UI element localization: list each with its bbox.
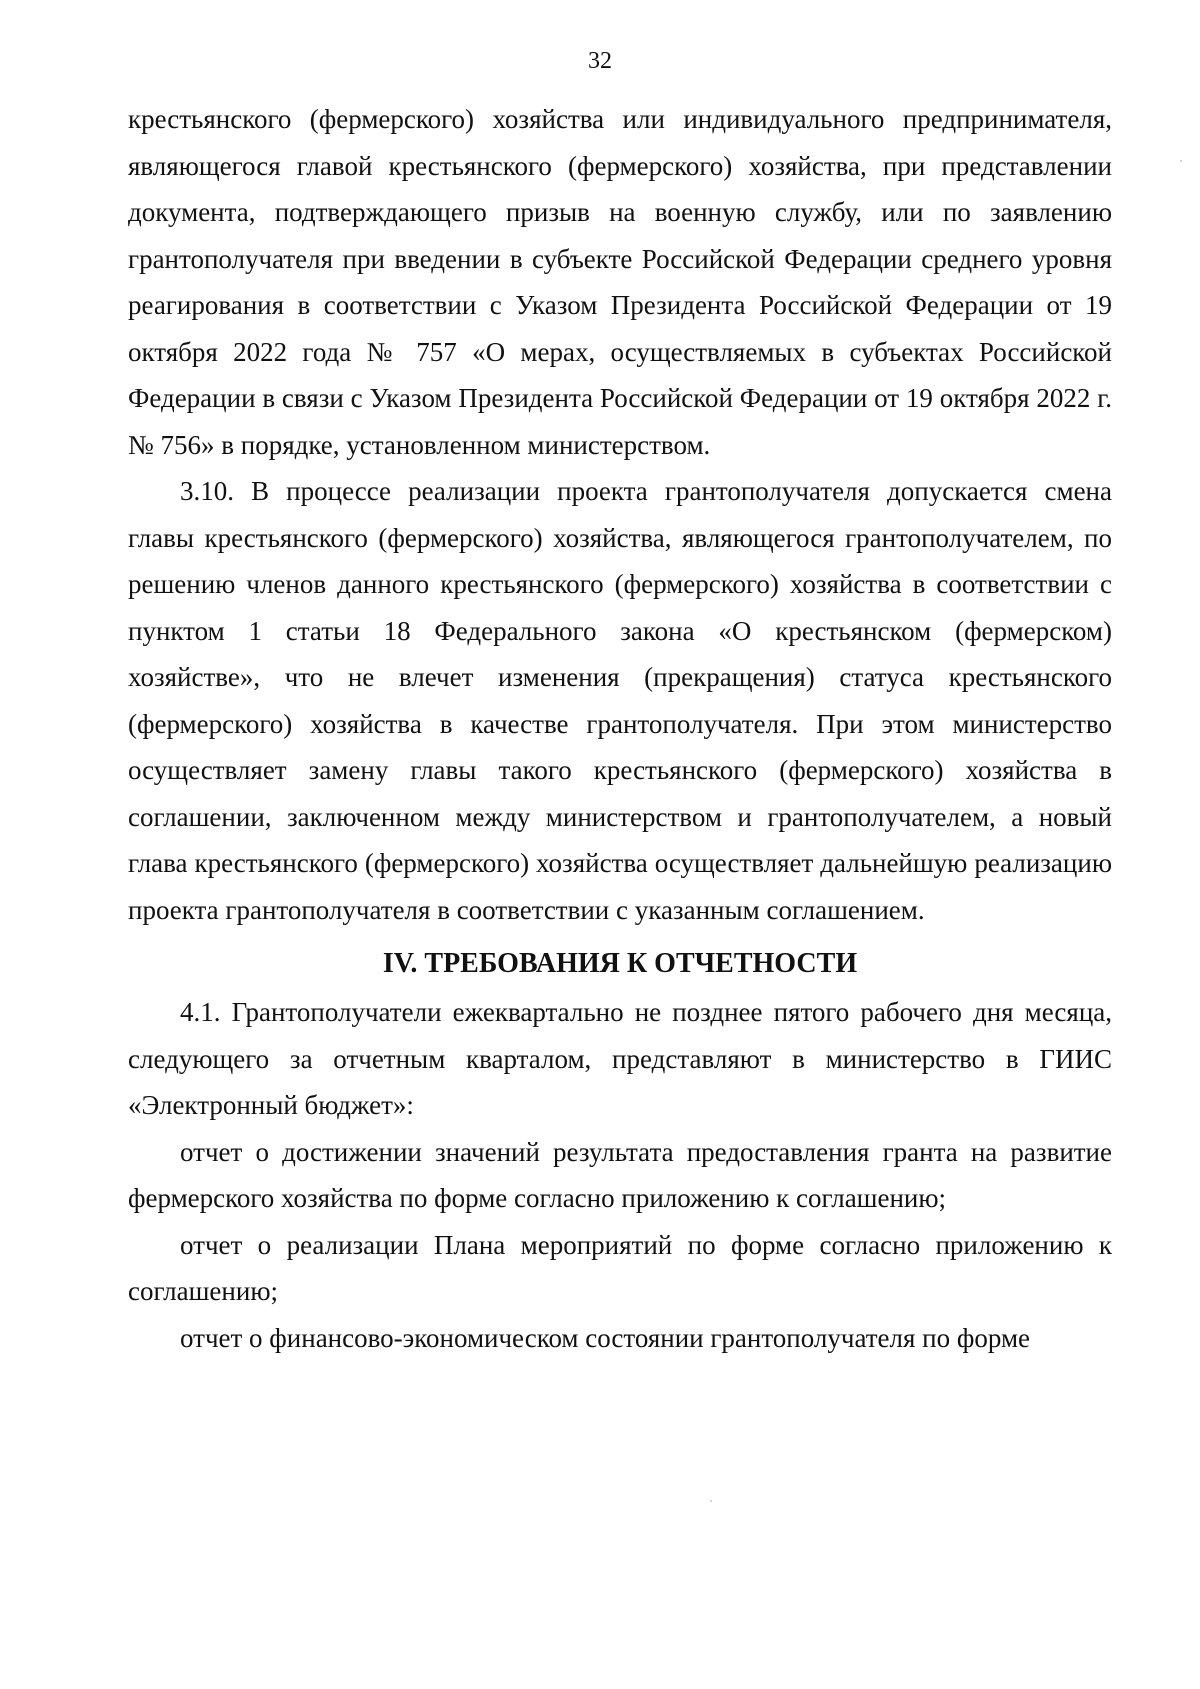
paragraph-4-1: 4.1. Грантополучатели ежеквартально не позднее пятого рабочего дня месяца, следующего за отчетным кварталом, представляют в министерство в ГИИС «Электронный бюджет»: xyxy=(128,997,1112,1120)
scan-speck xyxy=(1180,160,1182,162)
document-body xyxy=(128,96,1112,1361)
section-heading: IV. ТРЕБОВАНИЯ К ОТЧЕТНОСТИ xyxy=(382,948,858,979)
list-item-report-financial: отчет о финансово-экономическом состоянии грантополучателя по форме xyxy=(180,1322,1031,1353)
list-item-report-plan: отчет о реализации Плана мероприятий по форме согласно приложению к соглашению; xyxy=(128,1229,1112,1306)
list-item-report-results: отчет о достижении значений результата предоставления гранта на развитие фермерского хозяйства по форме согласно приложению к соглашению; xyxy=(128,1136,1112,1213)
page-number: 32 xyxy=(588,48,612,74)
scan-speck xyxy=(710,1500,712,1502)
paragraph-3-10: 3.10. В процессе реализации проекта грантополучателя допускается смена главы крестьянского (фермерского) хозяйства, являющегося грантополучателем, по решению членов данного крестьянского (фермерского) хозяйства в соответствии с пунктом 1 статьи 18 Федерального закона «О крестьянском (фермерском) хозяйстве», что не влечет изменения (прекращения) статуса крестьянского (фермерского) хозяйства в качестве грантополучателя. При этом министерство осуществляет замену главы такого крестьянского (фермерского) хозяйства в соглашении, заключенном между министерством и грантополучателем, а новый глава крестьянского (фермерского) хозяйства осуществляет дальнейшую реализацию проекта грантополучателя в соответствии с указанным соглашением. xyxy=(128,476,1112,925)
paragraph-continuation: крестьянского (фермерского) хозяйства или индивидуального предпринимателя, являющегося главой крестьянского (фермерского) хозяйства, при представлении документа, подтверждающего призыв на военную службу, или по заявлению грантополучателя при введении в субъекте Российской Федерации среднего уровня реагирования в соответствии с Указом Президента Российской Федерации от 19 октября 2022 года № 757 «О мерах, осуществляемых в субъектах Российской Федерации в связи с Указом Президента Российской Федерации от 19 октября 2022 г. № 756» в порядке, установленном министерством. xyxy=(128,104,1112,460)
